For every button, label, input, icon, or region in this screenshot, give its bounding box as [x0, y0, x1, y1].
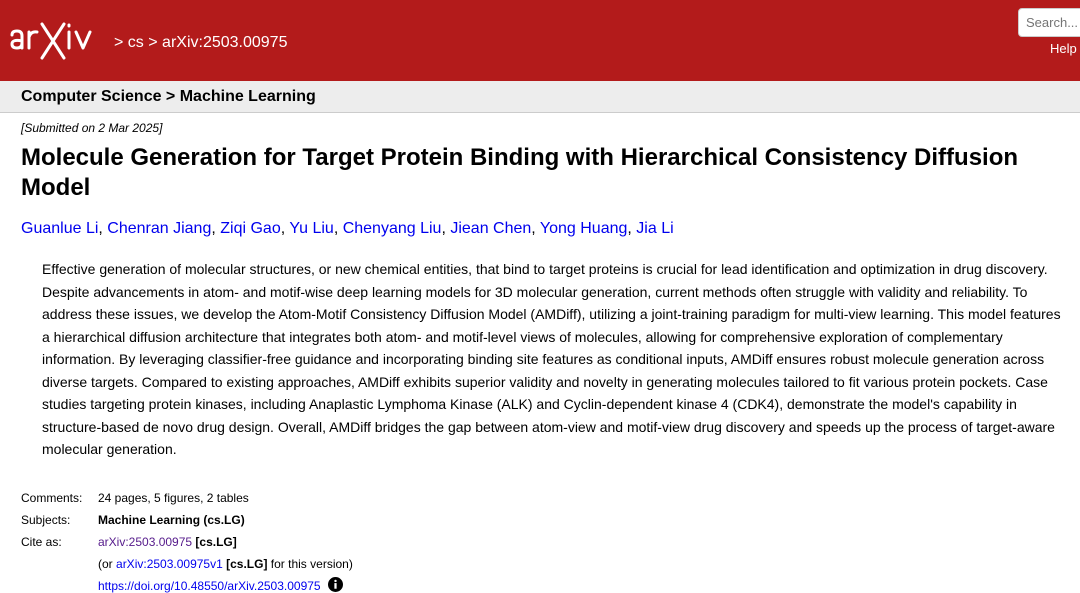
author-link[interactable]: Jia Li — [636, 220, 674, 237]
author-link[interactable]: Jiean Chen — [450, 220, 532, 237]
category-breadcrumb: Computer Science > Machine Learning — [21, 88, 316, 105]
help-link[interactable]: Help — [1050, 41, 1077, 56]
author-link[interactable]: Chenyang Liu — [342, 220, 442, 237]
subjects-row — [21, 509, 353, 531]
author-link[interactable]: Guanlue Li — [21, 220, 99, 237]
cite-category-tag: [cs.LG] — [195, 535, 237, 549]
version-suffix: for this version) — [270, 557, 353, 571]
author-link[interactable]: Yong Huang — [539, 220, 628, 237]
doi-row — [21, 575, 353, 593]
doi-link[interactable]: https://doi.org/10.48550/arXiv.2503.00975 — [98, 579, 321, 593]
breadcrumb-separator: > — [114, 34, 124, 51]
version-arxiv-link[interactable]: arXiv:2503.00975v1 — [116, 557, 223, 571]
breadcrumb-paper-id: arXiv:2503.00975 — [162, 34, 288, 51]
metadata-table — [21, 487, 353, 593]
version-category-tag: [cs.LG] — [226, 557, 268, 571]
subjects-label: Subjects: — [21, 513, 71, 527]
breadcrumb — [114, 33, 287, 53]
comments-label: Comments: — [21, 491, 83, 505]
search-input[interactable] — [1018, 8, 1080, 37]
submission-date: [Submitted on 2 Mar 2025] — [21, 121, 163, 135]
cite-label: Cite as: — [21, 535, 62, 549]
info-icon[interactable] — [328, 577, 343, 592]
author-link[interactable]: Ziqi Gao — [220, 220, 281, 237]
cite-row — [21, 531, 353, 553]
comments-row — [21, 487, 353, 509]
paper-title: Molecule Generation for Target Protein Binding with Hierarchical Consistency Diffusion Model — [21, 144, 1019, 201]
breadcrumb-separator: > — [148, 34, 158, 51]
author-link[interactable]: Chenran Jiang — [107, 220, 212, 237]
author-link[interactable]: Yu Liu — [289, 220, 334, 237]
arxiv-logo[interactable] — [8, 18, 108, 64]
version-prefix: (or — [98, 557, 113, 571]
author-list: Guanlue Li, Chenran Jiang, Ziqi Gao, Yu Liu, Chenyang Liu, Jiean Chen, Yong Huang, Jia Li — [21, 220, 674, 237]
site-header — [0, 0, 1080, 81]
breadcrumb-cs[interactable]: cs — [127, 34, 144, 51]
cite-arxiv-link[interactable]: arXiv:2503.00975 — [98, 535, 193, 549]
version-row — [21, 553, 353, 575]
category-bar — [0, 81, 1080, 113]
abstract: Effective generation of molecular structures, or new chemical entities, that bind to target proteins is crucial for lead identification and optimization in drug discovery. Despite advancements in atom- and motif-wise deep learning models for 3D molecular generation, current methods often struggle with validity and reliability. To address these issues, we develop the Atom-Motif Consistency Diffusion Model (AMDiff), utilizing a joint-training paradigm for multi-view learning. This model features a hierarchical diffusion architecture that integrates both atom- and motif-level views of molecules, allowing for comprehensive exploration of complementary information. By leveraging classifier-free guidance and incorporating binding site features as conditional inputs, AMDiff ensures robust molecule generation across diverse targets. Compared to existing approaches, AMDiff exhibits superior validity and novelty in generating molecules tailored to fit various protein pockets. Case studies targeting protein kinases, including Anaplastic Lymphoma Kinase (ALK) and Cyclin-dependent kinase 4 (CDK4), demonstrate the model's capability in structure-based de novo drug design. Overall, AMDiff bridges the gap between atom-view and motif-view drug discovery and speeds up the process of target-aware molecular generation. — [42, 261, 1061, 457]
subjects-value: Machine Learning (cs.LG) — [98, 513, 245, 527]
search-placeholder: Search... — [1026, 15, 1079, 30]
comments-value: 24 pages, 5 figures, 2 tables — [98, 491, 249, 505]
